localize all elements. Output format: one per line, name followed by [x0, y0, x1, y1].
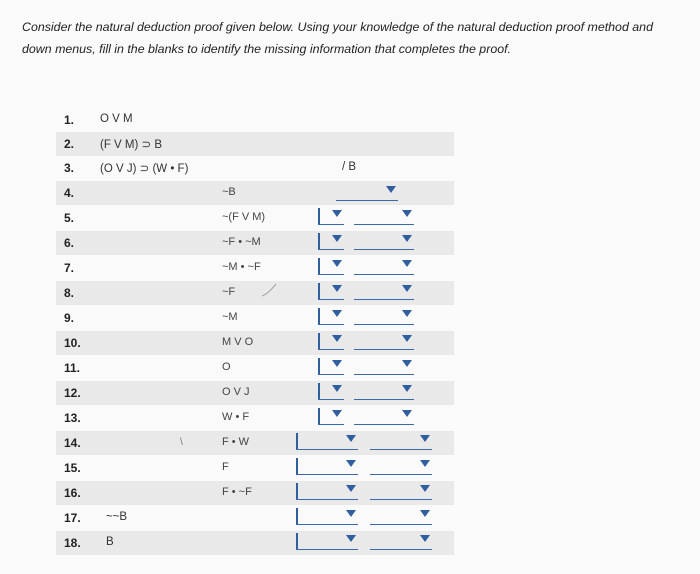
rule-dropdown-row-6[interactable] — [354, 233, 414, 250]
chevron-down-icon — [420, 510, 430, 517]
rule-dropdown-row-15[interactable] — [370, 458, 432, 475]
derived-formula: ~M • ~F — [222, 261, 261, 273]
rule-dropdown-row-9[interactable] — [354, 308, 414, 325]
chevron-down-icon — [332, 235, 342, 242]
derived-formula: F — [222, 461, 229, 473]
proof-row-1 — [56, 108, 454, 132]
chevron-down-icon — [402, 210, 412, 217]
line-number: 4. — [64, 186, 75, 200]
dropdown-bar — [318, 333, 320, 349]
dropdown-bar — [296, 533, 298, 549]
check-mark-icon — [260, 282, 278, 300]
justification-dropdown-row-4[interactable] — [336, 184, 398, 201]
line-ref-dropdown-row-15[interactable] — [296, 458, 358, 475]
chevron-down-icon — [402, 310, 412, 317]
dropdown-bar — [296, 508, 298, 524]
instructions — [22, 16, 700, 60]
chevron-down-icon — [332, 385, 342, 392]
rule-dropdown-row-16[interactable] — [370, 483, 432, 500]
instructions-line-1: Consider the natural deduction proof given below. Using your knowledge of the natural deduction proof method and — [22, 20, 653, 34]
proof-row-3 — [56, 156, 454, 180]
line-ref-dropdown-row-18[interactable] — [296, 533, 358, 550]
dropdown-bar — [318, 308, 320, 324]
derived-formula: ~B — [222, 186, 236, 198]
chevron-down-icon — [332, 210, 342, 217]
line-ref-dropdown-row-7[interactable] — [318, 258, 344, 275]
line-number: 9. — [64, 311, 75, 325]
chevron-down-icon — [386, 186, 396, 193]
chevron-down-icon — [402, 335, 412, 342]
dropdown-bar — [296, 483, 298, 499]
proof-row-2 — [56, 132, 454, 156]
line-ref-dropdown-row-16[interactable] — [296, 483, 358, 500]
chevron-down-icon — [420, 485, 430, 492]
chevron-down-icon — [402, 260, 412, 267]
line-number: 8. — [64, 286, 75, 300]
chevron-down-icon — [332, 335, 342, 342]
premise: (O V J) ⊃ (W • F) — [100, 163, 189, 175]
line-ref-dropdown-row-17[interactable] — [296, 508, 358, 525]
line-number: 7. — [64, 261, 75, 275]
derived-formula: O — [222, 361, 231, 373]
line-number: 3. — [64, 161, 75, 175]
line-number: 14. — [64, 436, 81, 450]
derived-formula: ~F — [222, 286, 236, 298]
line-number: 2. — [64, 137, 75, 151]
chevron-down-icon — [332, 285, 342, 292]
line-number: 12. — [64, 386, 81, 400]
chevron-down-icon — [420, 435, 430, 442]
line-number: 10. — [64, 336, 81, 350]
formula: B — [106, 536, 114, 548]
premise: O V M — [100, 113, 133, 125]
dropdown-bar — [318, 233, 320, 249]
dropdown-bar — [318, 208, 320, 224]
chevron-down-icon — [402, 285, 412, 292]
line-number: 5. — [64, 211, 75, 225]
line-ref-dropdown-row-13[interactable] — [318, 408, 344, 425]
derived-formula: ~M — [222, 311, 238, 323]
rule-dropdown-row-14[interactable] — [370, 433, 432, 450]
rule-dropdown-row-12[interactable] — [354, 383, 414, 400]
formula: ~~B — [106, 511, 128, 523]
chevron-down-icon — [332, 410, 342, 417]
chevron-down-icon — [346, 535, 356, 542]
line-number: 18. — [64, 536, 81, 550]
derived-formula: W • F — [222, 411, 250, 423]
line-number: 6. — [64, 236, 75, 250]
derived-formula: M V O — [222, 336, 254, 348]
dropdown-bar — [318, 258, 320, 274]
derived-formula: F • ~F — [222, 486, 252, 498]
chevron-down-icon — [332, 310, 342, 317]
chevron-down-icon — [420, 535, 430, 542]
line-ref-dropdown-row-14[interactable] — [296, 433, 358, 450]
chevron-down-icon — [332, 360, 342, 367]
rule-dropdown-row-13[interactable] — [354, 408, 414, 425]
rule-dropdown-row-11[interactable] — [354, 358, 414, 375]
dropdown-bar — [296, 433, 298, 449]
dropdown-bar — [318, 383, 320, 399]
chevron-down-icon — [402, 385, 412, 392]
chevron-down-icon — [420, 460, 430, 467]
conclusion: / B — [342, 161, 357, 173]
line-ref-dropdown-row-8[interactable] — [318, 283, 344, 300]
line-ref-dropdown-row-9[interactable] — [318, 308, 344, 325]
chevron-down-icon — [346, 510, 356, 517]
chevron-down-icon — [332, 260, 342, 267]
line-number: 11. — [64, 361, 81, 375]
premise: (F V M) ⊃ B — [100, 139, 163, 151]
line-ref-dropdown-row-10[interactable] — [318, 333, 344, 350]
line-ref-dropdown-row-11[interactable] — [318, 358, 344, 375]
instructions-line-2: down menus, fill in the blanks to identify the missing information that completes the proof. — [22, 42, 511, 56]
line-number: 16. — [64, 486, 81, 500]
line-number: 13. — [64, 411, 81, 425]
rule-dropdown-row-8[interactable] — [354, 283, 414, 300]
chevron-down-icon — [346, 460, 356, 467]
dropdown-bar — [296, 458, 298, 474]
derived-formula: O V J — [222, 386, 250, 398]
rule-dropdown-row-18[interactable] — [370, 533, 432, 550]
line-number: 15. — [64, 461, 81, 475]
chevron-down-icon — [402, 360, 412, 367]
line-ref-dropdown-row-12[interactable] — [318, 383, 344, 400]
derived-formula: ~(F V M) — [222, 211, 266, 223]
line-ref-dropdown-row-6[interactable] — [318, 233, 344, 250]
chevron-down-icon — [402, 410, 412, 417]
line-ref-dropdown-row-5[interactable] — [318, 208, 344, 225]
rule-dropdown-row-10[interactable] — [354, 333, 414, 350]
dropdown-bar — [318, 283, 320, 299]
rule-dropdown-row-17[interactable] — [370, 508, 432, 525]
line-number: 17. — [64, 511, 81, 525]
rule-dropdown-row-7[interactable] — [354, 258, 414, 275]
chevron-down-icon — [346, 485, 356, 492]
line-number: 1. — [64, 113, 75, 127]
chevron-down-icon — [402, 235, 412, 242]
chevron-down-icon — [346, 435, 356, 442]
dropdown-bar — [318, 358, 320, 374]
tick-mark: \ — [180, 437, 183, 448]
rule-dropdown-row-5[interactable] — [354, 208, 414, 225]
derived-formula: ~F • ~M — [222, 236, 261, 248]
dropdown-bar — [318, 408, 320, 424]
derived-formula: F • W — [222, 436, 250, 448]
